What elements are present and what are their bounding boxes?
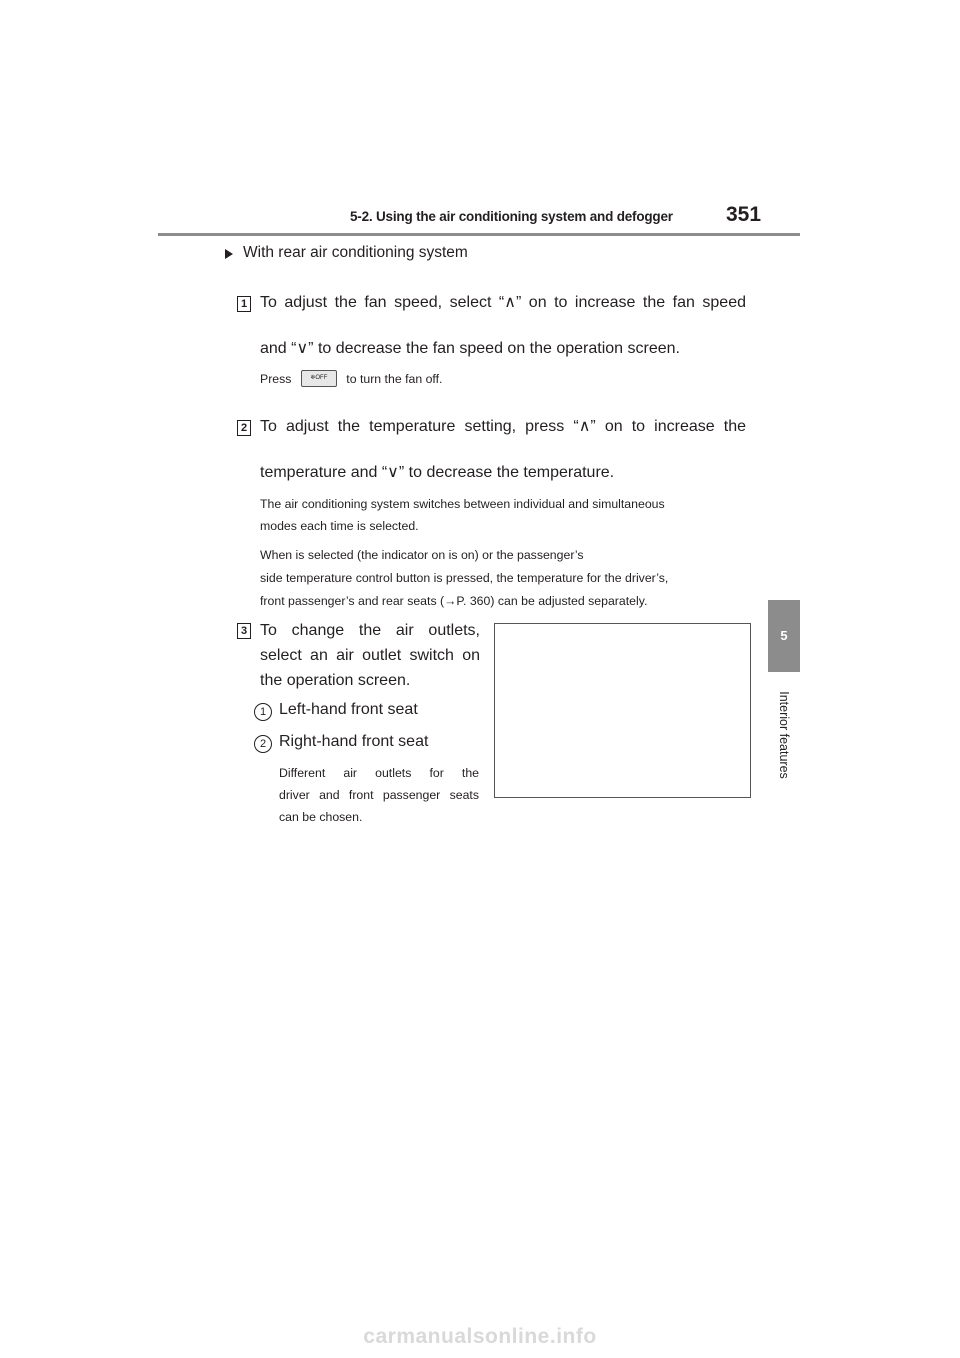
step-2-note-2-line-2: side temperature control button is pressed, the temperature for the driver’s, [260,571,669,585]
section-title: 5-2. Using the air conditioning system and defogger [350,209,673,224]
step-3-note-line-3: can be chosen. [279,810,363,824]
step-1-note-before: Press [260,372,292,386]
watermark: carmanualsonline.info [363,1325,597,1348]
step-3-line-3: the operation screen. [260,672,411,689]
page-number: 351 [726,203,762,226]
chapter-tab: 5 [768,600,800,672]
step-2-line-2: temperature and “∨” to decrease the temperature. [260,464,615,481]
step-number-2: 2 [237,420,251,436]
callout-number-1: 1 [254,703,272,721]
step-3-note-line-2: driver and front passenger seats [279,788,479,802]
triangle-bullet-icon [225,249,233,259]
step-2-note-2-line-1: When is selected (the indicator on is on) or the passenger’s [260,548,584,562]
step-1-note-after: to turn the fan off. [346,372,443,386]
operation-screen-illustration [494,623,751,798]
step-2-note-1-line-2: modes each time is selected. [260,519,419,533]
step-3-line-2: select an air outlet switch on [260,647,480,664]
step-number-3: 3 [237,623,251,639]
step-3-note-line-1: Different air outlets for the [279,766,479,780]
item-left-front-seat: Left-hand front seat [279,701,418,718]
fan-off-icon: ❄OFF [301,370,337,387]
step-3-line-1: To change the air outlets, [260,622,480,639]
step-2-line-1: To adjust the temperature setting, press “∧” on to increase the [260,418,746,435]
callout-number-2: 2 [254,735,272,753]
step-1-line-2: and “∨” to decrease the fan speed on the operation screen. [260,340,680,357]
step-2-note-1-line-1: The air conditioning system switches between individual and simultaneous [260,497,665,511]
step-number-1: 1 [237,296,251,312]
step-2-note-2-line-3: front passenger’s and rear seats (→P. 360) can be adjusted separately. [260,594,648,608]
step-1-note [260,368,660,391]
item-right-front-seat: Right-hand front seat [279,733,429,750]
chapter-label [772,680,796,790]
chapter-label-text: Interior features [777,691,791,779]
subheading: With rear air conditioning system [243,244,468,261]
step-1-line-1: To adjust the fan speed, select “∧” on to increase the fan speed [260,294,746,311]
header-rule [158,233,800,236]
